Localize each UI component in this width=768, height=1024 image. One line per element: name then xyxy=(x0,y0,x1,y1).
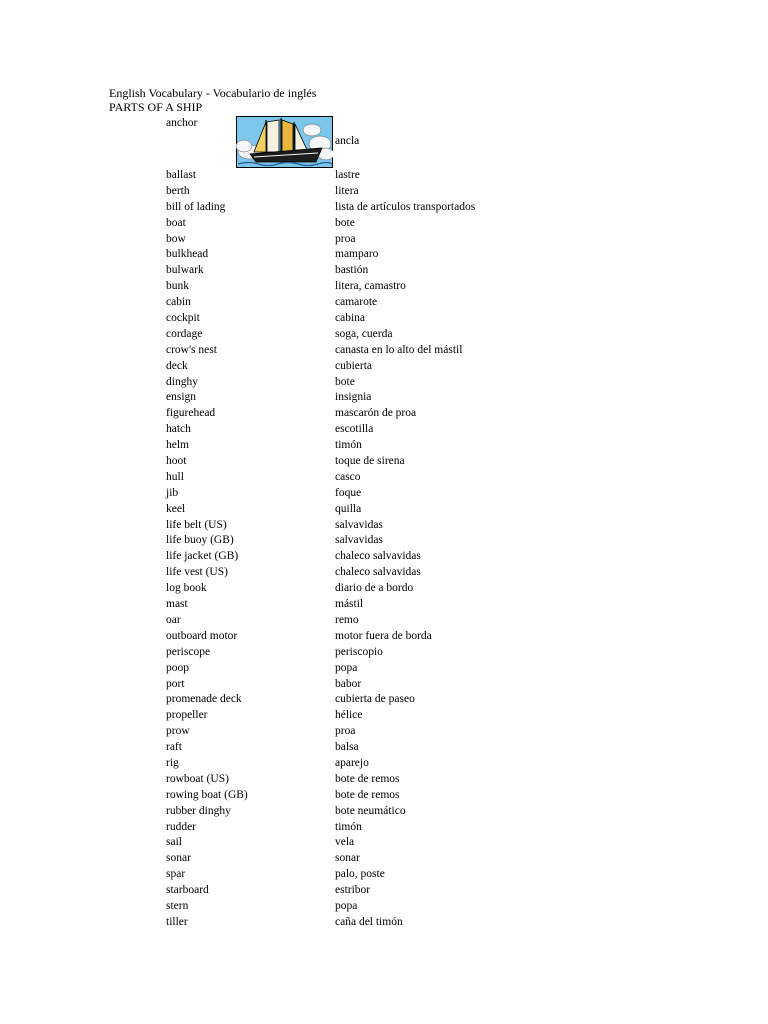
term-english: raft xyxy=(166,741,182,754)
term-english: sail xyxy=(166,836,182,849)
term-spanish: bote xyxy=(335,375,355,388)
term-english: rig xyxy=(166,756,179,769)
term-english: life belt (US) xyxy=(166,518,227,531)
term-spanish: toque de sirena xyxy=(335,455,405,468)
term-spanish: lista de artículos transportados xyxy=(335,200,476,213)
term-spanish: salvavidas xyxy=(335,518,383,531)
term-spanish: chaleco salvavidas xyxy=(335,566,421,579)
term-english: stern xyxy=(166,899,189,912)
term-spanish-ancla: ancla xyxy=(335,135,360,147)
document-title: English Vocabulary - Vocabulario de inglés xyxy=(109,86,317,100)
term-english: port xyxy=(166,677,185,690)
term-spanish: bastión xyxy=(335,264,369,277)
term-spanish: lastre xyxy=(335,169,360,181)
term-spanish: popa xyxy=(335,899,358,912)
term-english: outboard motor xyxy=(166,629,238,642)
term-english: keel xyxy=(166,502,186,515)
term-spanish: mamparo xyxy=(335,248,379,261)
term-spanish: canasta en lo alto del mástil xyxy=(335,343,463,356)
term-spanish: remo xyxy=(335,613,359,626)
term-spanish: vela xyxy=(335,836,355,849)
term-spanish: mascarón de proa xyxy=(335,407,417,420)
term-english: tiller xyxy=(166,915,188,928)
term-english: cordage xyxy=(166,327,203,340)
term-english: bunk xyxy=(166,280,189,293)
term-english: mast xyxy=(166,598,188,611)
term-english: hull xyxy=(166,470,184,483)
term-english: poop xyxy=(166,661,189,674)
term-spanish: diario de a bordo xyxy=(335,582,414,595)
term-spanish: litera, camastro xyxy=(335,280,406,293)
term-spanish: litera xyxy=(335,184,359,197)
section-heading: PARTS OF A SHIP xyxy=(109,100,203,114)
term-spanish: bote xyxy=(335,216,355,229)
term-spanish: motor fuera de borda xyxy=(335,629,432,642)
term-spanish: chaleco salvavidas xyxy=(335,550,421,563)
term-english: berth xyxy=(166,184,190,197)
term-english: rowboat (US) xyxy=(166,772,229,785)
term-spanish: babor xyxy=(335,677,362,690)
term-english: ballast xyxy=(166,169,197,181)
term-english: boat xyxy=(166,216,186,229)
term-english: cockpit xyxy=(166,312,200,325)
term-english: life buoy (GB) xyxy=(166,534,234,547)
term-spanish: bote de remos xyxy=(335,788,400,801)
term-spanish: timón xyxy=(335,820,362,833)
term-spanish: proa xyxy=(335,725,356,738)
term-english: bill of lading xyxy=(166,200,226,213)
term-english: crow's nest xyxy=(166,343,217,356)
term-english: log book xyxy=(166,582,207,595)
term-english: ensign xyxy=(166,391,197,404)
term-english: bulwark xyxy=(166,264,204,277)
term-english: bulkhead xyxy=(166,248,209,261)
term-spanish: popa xyxy=(335,661,358,674)
term-english: starboard xyxy=(166,884,209,897)
term-english: jib xyxy=(166,486,179,499)
term-english: life jacket (GB) xyxy=(166,550,239,563)
term-english: oar xyxy=(166,613,181,626)
term-english: rowing boat (GB) xyxy=(166,788,248,801)
term-spanish: caña del timón xyxy=(335,915,403,928)
term-english: figurehead xyxy=(166,407,216,420)
term-spanish: casco xyxy=(335,470,361,483)
term-spanish: insignia xyxy=(335,391,372,404)
term-spanish: cabina xyxy=(335,312,366,325)
term-english: cabin xyxy=(166,296,191,309)
sailing-ship-icon xyxy=(236,116,333,168)
term-spanish: timón xyxy=(335,439,362,452)
term-spanish: aparejo xyxy=(335,756,369,769)
term-spanish: escotilla xyxy=(335,423,374,436)
term-english: bow xyxy=(166,232,186,245)
term-english: promenade deck xyxy=(166,693,242,706)
term-spanish: hélice xyxy=(335,709,363,722)
term-english: life vest (US) xyxy=(166,566,228,579)
term-english: prow xyxy=(166,725,190,738)
term-spanish: foque xyxy=(335,486,362,499)
term-english: rudder xyxy=(166,820,197,833)
term-english: periscope xyxy=(166,645,211,658)
term-spanish: mástil xyxy=(335,598,364,611)
term-english: sonar xyxy=(166,852,191,865)
term-spanish: salvavidas xyxy=(335,534,383,547)
term-spanish: bote de remos xyxy=(335,772,400,785)
term-english: deck xyxy=(166,359,188,372)
term-spanish: sonar xyxy=(335,852,360,865)
term-spanish: soga, cuerda xyxy=(335,327,393,340)
term-spanish: quilla xyxy=(335,502,362,515)
term-english: dinghy xyxy=(166,375,198,388)
term-spanish: balsa xyxy=(335,741,359,754)
term-english: spar xyxy=(166,868,186,881)
term-spanish: bote neumático xyxy=(335,804,406,817)
term-spanish: proa xyxy=(335,232,356,245)
term-english: hoot xyxy=(166,455,187,468)
term-english: hatch xyxy=(166,423,191,436)
term-spanish: palo, poste xyxy=(335,868,385,881)
term-spanish: camarote xyxy=(335,296,378,309)
term-spanish: cubierta de paseo xyxy=(335,693,415,706)
term-english: rubber dinghy xyxy=(166,804,231,817)
term-spanish: periscopio xyxy=(335,645,383,658)
term-spanish: cubierta xyxy=(335,359,373,372)
term-english-anchor: anchor xyxy=(166,117,198,129)
term-spanish: estribor xyxy=(335,884,371,897)
term-english: helm xyxy=(166,439,189,452)
term-english: propeller xyxy=(166,709,208,722)
